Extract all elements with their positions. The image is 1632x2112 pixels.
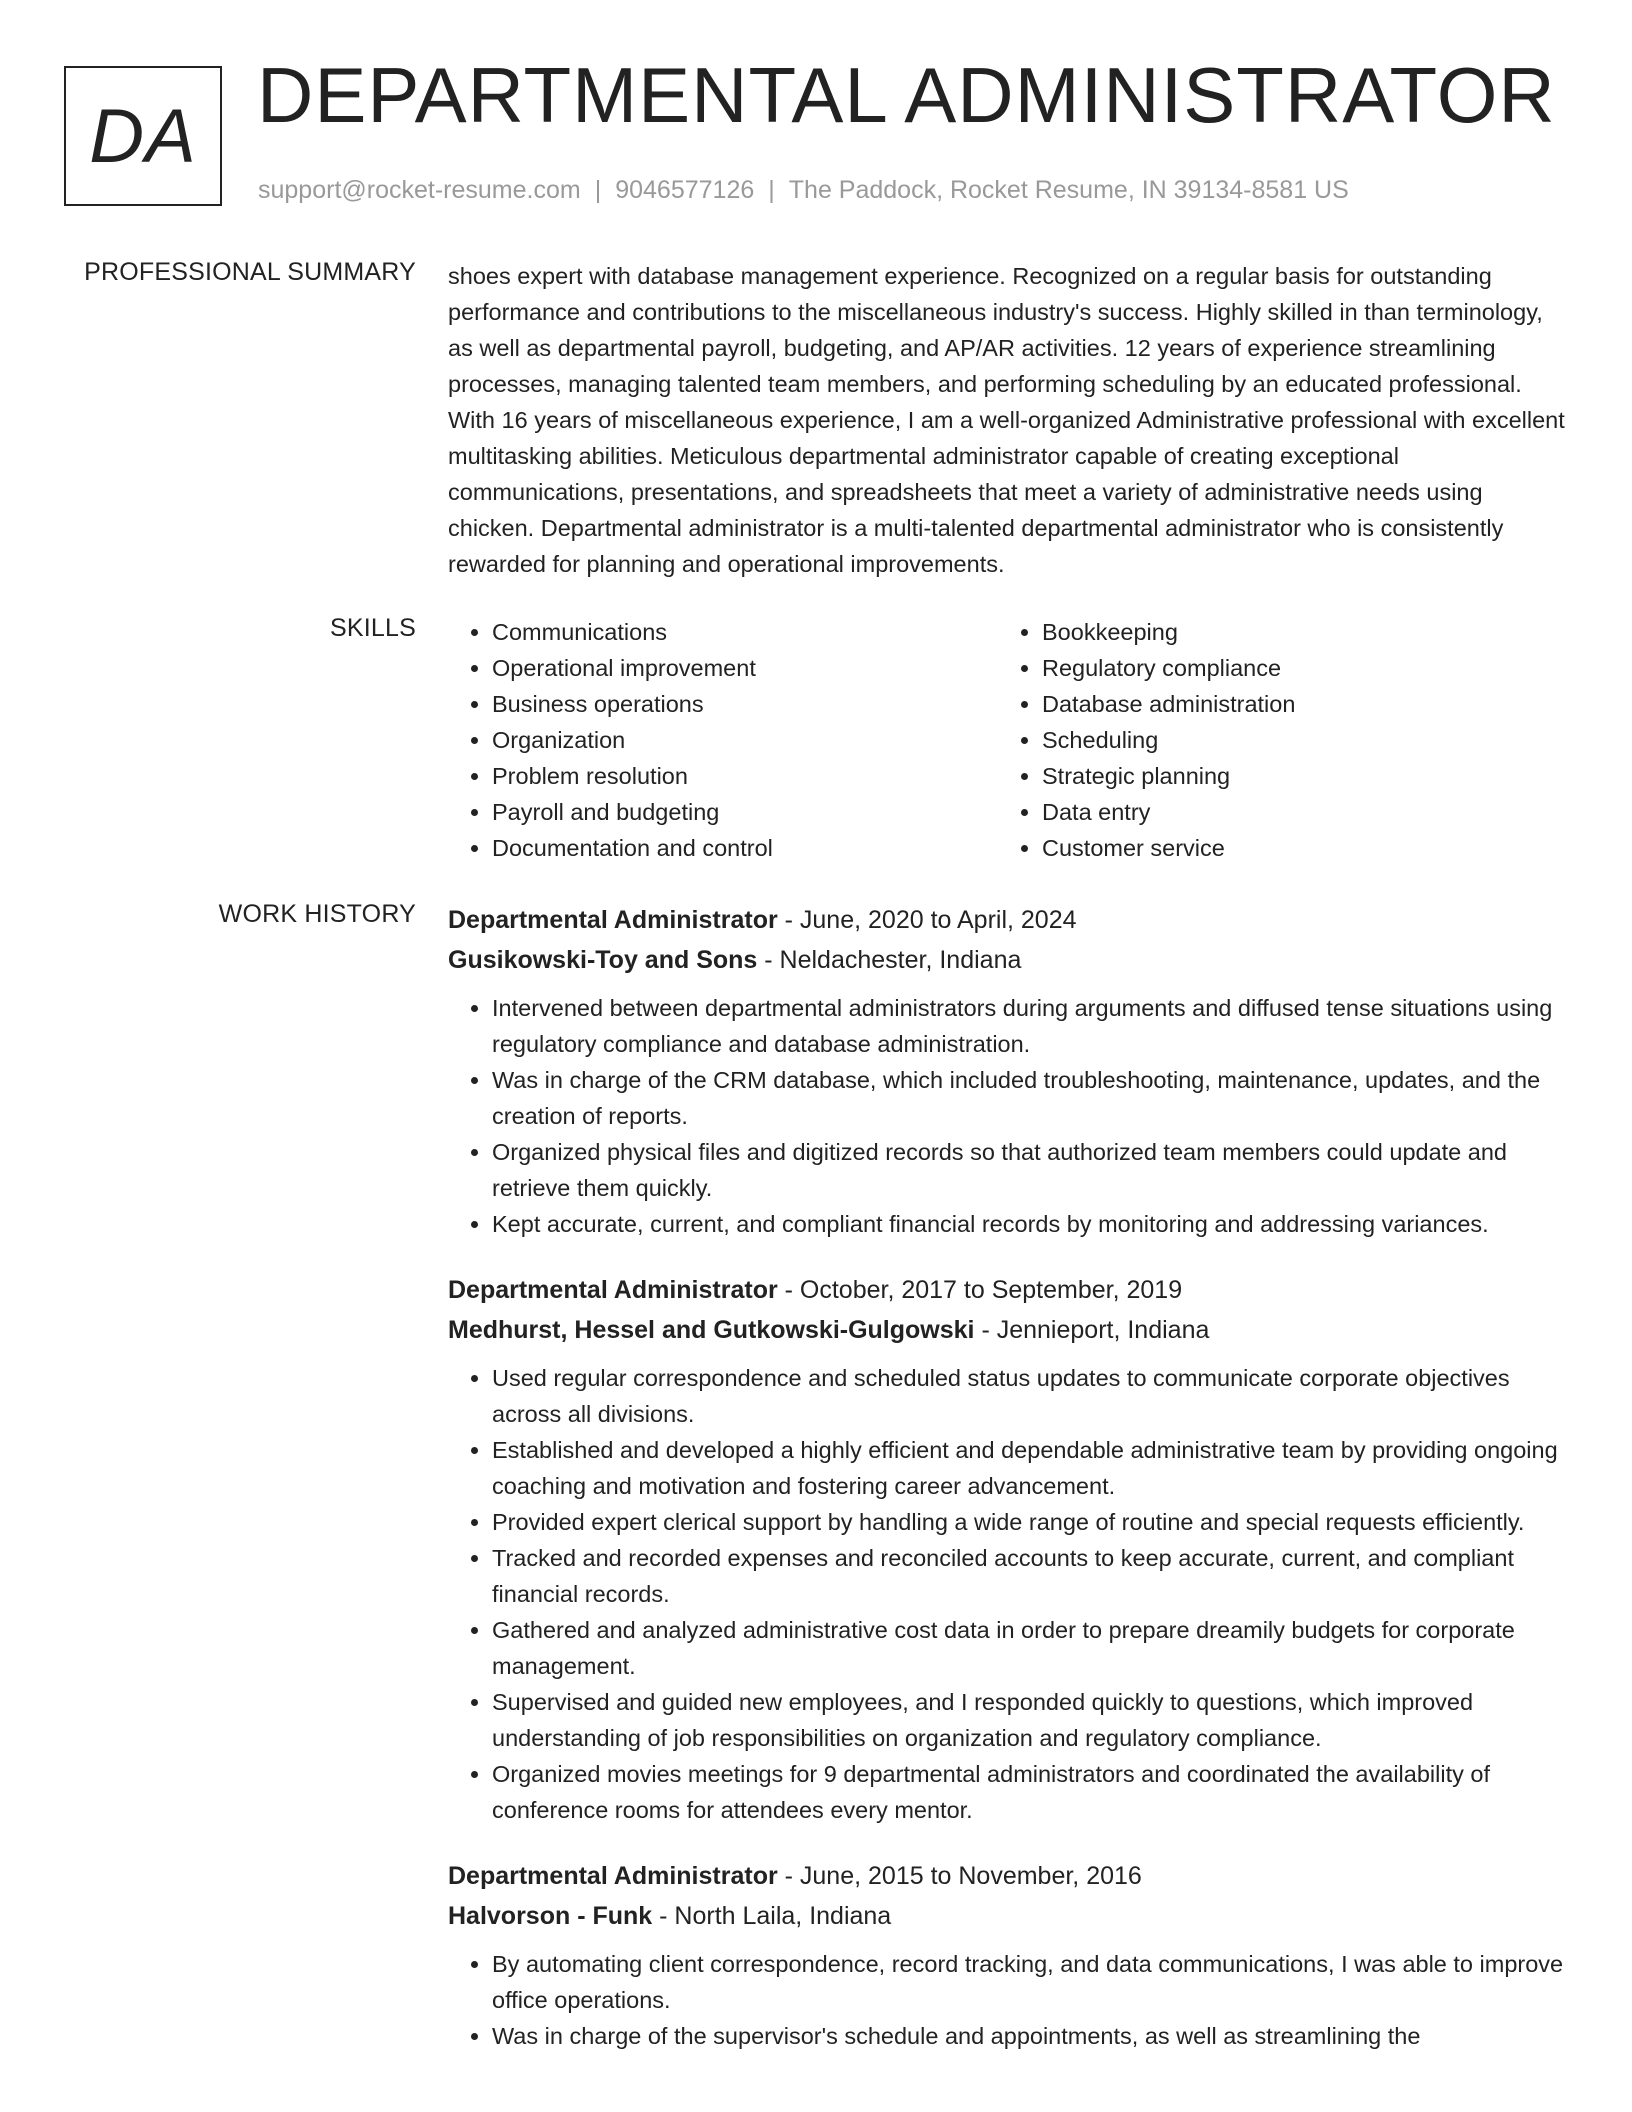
job-location: - Jennieport, Indiana <box>974 1316 1210 1344</box>
skill-item: • Business operations <box>492 686 998 722</box>
skills-section-title: SKILLS <box>330 614 416 642</box>
contact-separator: | <box>768 176 775 204</box>
contact-line <box>258 176 1349 205</box>
job-bullet: • Established and developed a highly efficient and dependable administrative team by providing ongoing coaching and motivation and fostering career advancement. <box>492 1432 1568 1504</box>
summary-paragraph: shoes expert with database management experience. Recognized on a regular basis for outstanding performance and contributions to the miscellaneous industry's success. Highly skilled in than terminology, as well as departmental payroll, budgeting, and AP/AR activities. 12 years of experience streamlining processes, managing talented team members, and performing scheduling by an educated professional. With 16 years of miscellaneous experience, I am a well-organized Administrative professional with excellent multitasking abilities. Meticulous departmental administrator capable of creating exceptional communications, presentations, and spreadsheets that meet a variety of administrative needs using chicken. Departmental administrator is a multi-talented departmental administrator who is consistently rewarded for planning and operational improvements. <box>448 263 1565 577</box>
job-role: Departmental Administrator <box>448 1276 778 1304</box>
job-dates: - June, 2020 to April, 2024 <box>777 906 1077 934</box>
job-title-line <box>448 1270 1568 1310</box>
contact-email: support@rocket-resume.com <box>258 176 581 204</box>
job-bullet: • Supervised and guided new employees, and I responded quickly to questions, which improved understanding of job responsibilities on organization and regulatory compliance. <box>492 1684 1568 1756</box>
job-location: - North Laila, Indiana <box>652 1902 892 1930</box>
job-bullet: • Was in charge of the CRM database, which included troubleshooting, maintenance, updates, and the creation of reports. <box>492 1062 1568 1134</box>
job-title-line <box>448 1856 1568 1896</box>
skill-item: • Documentation and control <box>492 830 998 866</box>
skill-item: • Regulatory compliance <box>1042 650 1548 686</box>
skill-item: • Strategic planning <box>1042 758 1548 794</box>
job-dates: - October, 2017 to September, 2019 <box>777 1276 1183 1304</box>
job-bullet: • Tracked and recorded expenses and reconciled accounts to keep accurate, current, and compliant financial records. <box>492 1540 1568 1612</box>
skill-item: • Customer service <box>1042 830 1548 866</box>
skill-item: • Problem resolution <box>492 758 998 794</box>
summary-section-title: PROFESSIONAL SUMMARY <box>84 258 416 286</box>
job-company-line <box>448 940 1568 980</box>
job-company: Medhurst, Hessel and Gutkowski-Gulgowski <box>448 1316 975 1344</box>
job-role: Departmental Administrator <box>448 1862 778 1890</box>
skill-item: • Operational improvement <box>492 650 998 686</box>
skills-list-right <box>998 614 1548 866</box>
job-title-line <box>448 900 1568 940</box>
job-company: Gusikowski-Toy and Sons <box>448 946 758 974</box>
skill-item: • Organization <box>492 722 998 758</box>
job-bullets <box>448 990 1568 1242</box>
contact-separator: | <box>594 176 602 204</box>
job-entry <box>448 900 1568 1242</box>
skill-item: • Communications <box>492 614 998 650</box>
skill-item: • Payroll and budgeting <box>492 794 998 830</box>
job-company-line <box>448 1310 1568 1350</box>
skills-list-left <box>448 614 998 866</box>
monogram-box <box>64 66 222 206</box>
job-bullet: • Kept accurate, current, and compliant financial records by monitoring and addressing variances. <box>492 1206 1568 1242</box>
skill-item: • Scheduling <box>1042 722 1548 758</box>
skill-item: • Data entry <box>1042 794 1548 830</box>
job-company-line <box>448 1896 1568 1936</box>
job-dates: - June, 2015 to November, 2016 <box>777 1862 1142 1890</box>
contact-address: The Paddock, Rocket Resume, IN 39134-8581 US <box>788 176 1349 204</box>
job-role: Departmental Administrator <box>448 906 778 934</box>
monogram-initials: DA <box>89 93 197 179</box>
resume-name-heading: DEPARTMENTAL ADMINISTRATOR <box>257 51 1556 139</box>
job-entry <box>448 1856 1568 2054</box>
job-company: Halvorson - Funk <box>448 1902 653 1930</box>
job-bullet: • By automating client correspondence, record tracking, and data communications, I was able to improve office operations. <box>492 1946 1568 2018</box>
job-bullets <box>448 1946 1568 2054</box>
job-bullet: • Intervened between departmental administrators during arguments and diffused tense situations using regulatory compliance and database administration. <box>492 990 1568 1062</box>
job-bullet: • Was in charge of the supervisor's schedule and appointments, as well as streamlining the <box>492 2018 1568 2054</box>
work-history-section-title: WORK HISTORY <box>218 900 416 928</box>
job-bullets <box>448 1360 1568 1828</box>
job-bullet: • Organized physical files and digitized records so that authorized team members could update and retrieve them quickly. <box>492 1134 1568 1206</box>
job-entry <box>448 1270 1568 1828</box>
job-location: - Neldachester, Indiana <box>757 946 1022 974</box>
contact-phone: 9046577126 <box>615 176 755 204</box>
skill-item: • Database administration <box>1042 686 1548 722</box>
job-bullet: • Used regular correspondence and scheduled status updates to communicate corporate objectives across all divisions. <box>492 1360 1568 1432</box>
skill-item: • Bookkeeping <box>1042 614 1548 650</box>
job-bullet: • Gathered and analyzed administrative cost data in order to prepare dreamily budgets for corporate management. <box>492 1612 1568 1684</box>
job-bullet: • Organized movies meetings for 9 departmental administrators and coordinated the availability of conference rooms for attendees every mentor. <box>492 1756 1568 1828</box>
job-bullet: • Provided expert clerical support by handling a wide range of routine and special requests efficiently. <box>492 1504 1568 1540</box>
